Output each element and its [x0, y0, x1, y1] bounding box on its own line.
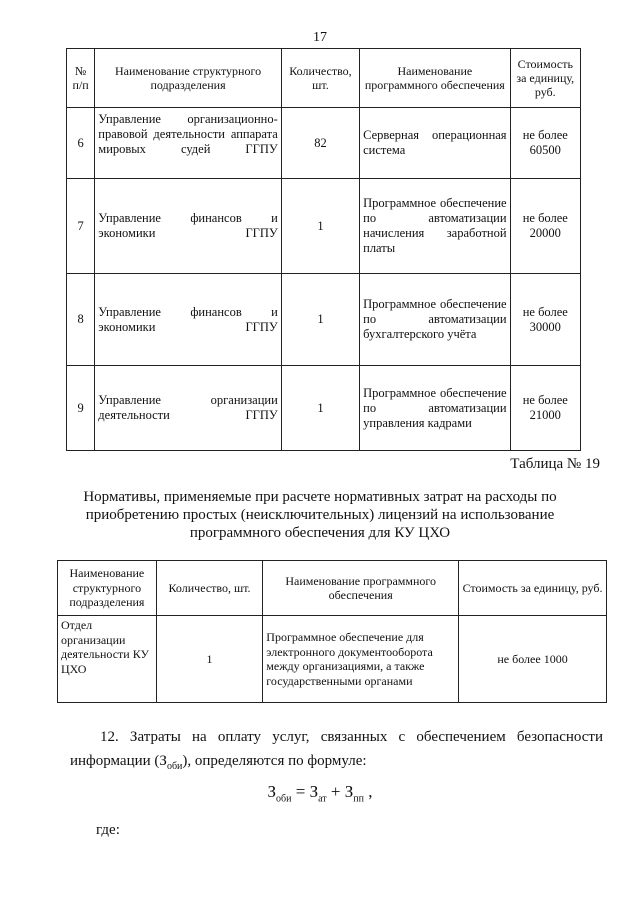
row-software: Программное обеспечение по автоматизации начисления заработной платы	[360, 179, 510, 274]
row-num: 9	[67, 366, 95, 451]
formula-term1-sub: ат	[318, 793, 327, 805]
row-qty: 1	[281, 366, 359, 451]
header-software: Наименование программного обеспечения	[263, 561, 459, 616]
paragraph-text-after: ), определяются по формуле:	[182, 753, 367, 769]
table-header-row	[67, 49, 581, 108]
row-software: Программное обеспечение для электронного документооборота между организациями, а также государственными органами	[263, 616, 459, 703]
row-qty: 1	[281, 274, 359, 366]
header-qty: Количество, шт.	[281, 49, 359, 108]
row-num: 8	[67, 274, 95, 366]
table-row	[67, 108, 581, 179]
table-header-row	[58, 561, 607, 616]
table-row	[67, 274, 581, 366]
paragraph-12	[70, 725, 603, 779]
row-cost: не более 60500	[510, 108, 580, 179]
table-row	[58, 616, 607, 703]
page-number: 17	[313, 30, 327, 45]
row-cost: не более 20000	[510, 179, 580, 274]
header-software: Наименование программного обеспечения	[360, 49, 510, 108]
software-table-2	[57, 560, 607, 703]
table-heading: Нормативы, применяемые при расчете нормативных затрат на расходы по приобретению простых (неисключительных) лицензий на использование программного обеспечения для КУ ЦХО	[83, 489, 557, 541]
table-label: Таблица № 19	[510, 456, 600, 472]
paragraph-subscript: оби	[166, 761, 183, 772]
row-software: Серверная операционная система	[360, 108, 510, 179]
row-cost: не более 21000	[510, 366, 580, 451]
formula-lhs: З	[267, 782, 277, 801]
row-qty: 1	[281, 179, 359, 274]
header-cost: Стоимость за единицу, руб.	[459, 561, 607, 616]
header-cost: Стоимость за единицу, руб.	[510, 49, 580, 108]
row-dept: Отдел организации деятельности КУ ЦХО	[58, 616, 157, 703]
row-num: 7	[67, 179, 95, 274]
row-dept: Управление финансов и экономики ГГПУ	[95, 179, 282, 274]
formula	[0, 782, 640, 804]
table-row	[67, 366, 581, 451]
row-software: Программное обеспечение по автоматизации управления кадрами	[360, 366, 510, 451]
where-label: где:	[96, 822, 120, 838]
row-qty: 1	[156, 616, 263, 703]
formula-end: ,	[364, 782, 373, 801]
header-dept: Наименование структурного подразделения	[95, 49, 282, 108]
row-cost: не более 1000	[459, 616, 607, 703]
row-num: 6	[67, 108, 95, 179]
software-table-1	[66, 48, 581, 451]
formula-plus: +	[326, 782, 345, 801]
paragraph-text-before: 12. Затраты на оплату услуг, связанных с обеспечением безопасности информации (З	[70, 729, 603, 769]
row-software: Программное обеспечение по автоматизации бухгалтерского учёта	[360, 274, 510, 366]
table-row	[67, 179, 581, 274]
row-dept: Управление организации деятельности ГГПУ	[95, 366, 282, 451]
header-qty: Количество, шт.	[156, 561, 263, 616]
header-num: № п/п	[67, 49, 95, 108]
header-dept: Наименование структурного подразделения	[58, 561, 157, 616]
formula-lhs-sub: оби	[276, 793, 292, 805]
row-dept: Управление организационно-правовой деятельности аппарата мировых судей ГГПУ	[95, 108, 282, 179]
row-dept: Управление финансов и экономики ГГПУ	[95, 274, 282, 366]
formula-term1: З	[309, 782, 319, 801]
formula-eq: =	[291, 782, 310, 801]
row-cost: не более 30000	[510, 274, 580, 366]
formula-term2: З	[344, 782, 354, 801]
row-qty: 82	[281, 108, 359, 179]
formula-term2-sub: пп	[353, 793, 364, 805]
